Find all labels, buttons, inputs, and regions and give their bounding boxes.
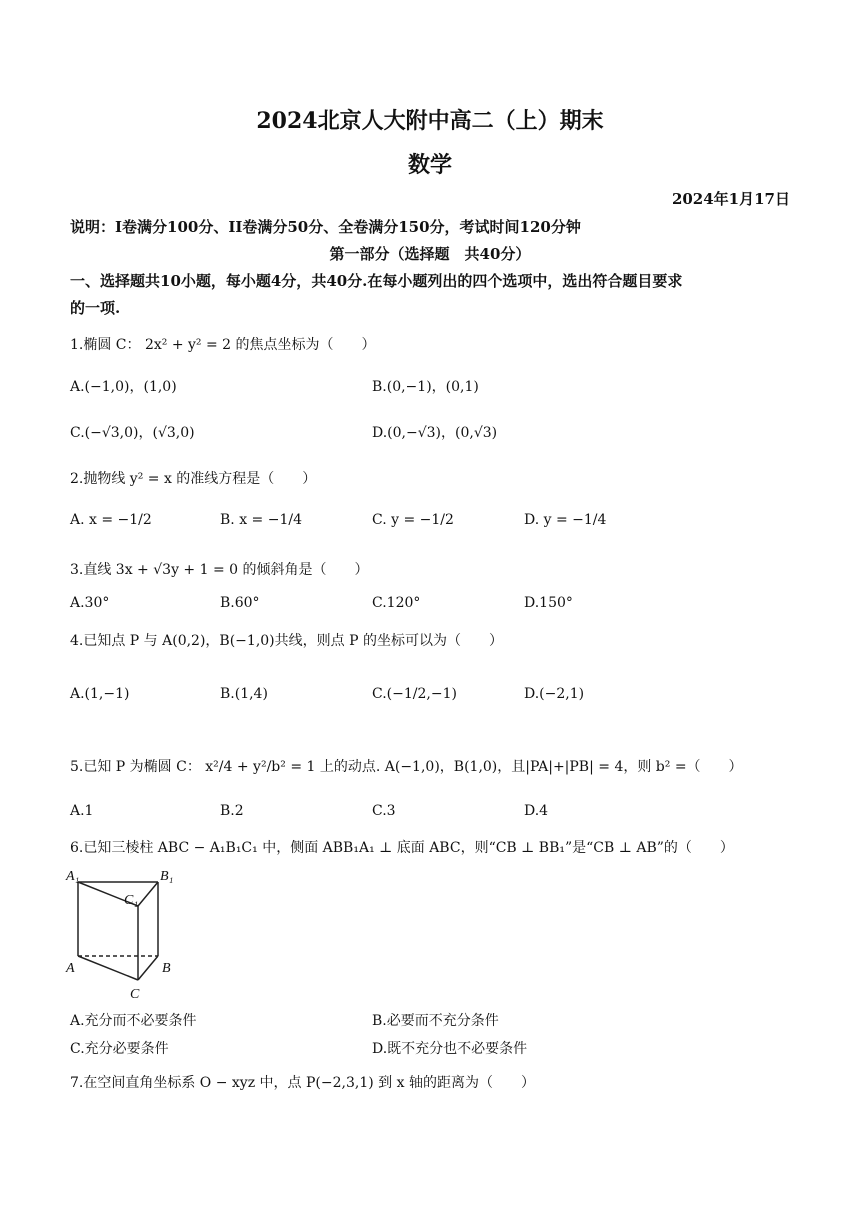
section-instructions-line1: 一、选择题共10小题，每小题4分，共40分.在每小题列出的四个选项中，选出符合题目要求	[70, 272, 683, 290]
q6-option-c: C.充分必要条件	[70, 1041, 169, 1057]
q2-option-c: C. y = −1/2	[372, 512, 454, 528]
edge-ac	[78, 956, 138, 980]
section-instructions-line2: 的一项.	[70, 299, 121, 317]
exam-date: 2024年1月17日	[671, 190, 790, 208]
label-b: B	[162, 961, 171, 976]
q6-option-b: B.必要而不充分条件	[372, 1013, 499, 1029]
q3-option-d: D.150°	[524, 595, 573, 611]
q5-option-b: B.2	[220, 803, 244, 819]
q1-option-b: B.(0,−1)，(0,1)	[372, 379, 479, 395]
question-6: 6.已知三棱柱 ABC − A₁B₁C₁ 中，侧面 ABB₁A₁ ⊥ 底面 ABC，则“CB ⊥ BB₁”是“CB ⊥ AB”的（ ）	[70, 840, 734, 856]
prism-figure	[62, 868, 192, 1004]
question-7: 7.在空间直角坐标系 O − xyz 中，点 P(−2,3,1) 到 x 轴的距离为（ ）	[70, 1075, 535, 1091]
q3-option-c: C.120°	[372, 595, 421, 611]
q5-option-d: D.4	[524, 803, 549, 819]
question-4: 4.已知点 P 与 A(0,2)，B(−1,0)共线，则点 P 的坐标可以为（ ）	[70, 633, 503, 649]
q2-option-a: A. x = −1/2	[70, 512, 152, 528]
question-5: 5.已知 P 为椭圆 C： x²/4 + y²/b² = 1 上的动点. A(−1,0)，B(1,0)，且|PA|+|PB| = 4，则 b² =（ ）	[70, 759, 743, 775]
q4-option-a: A.(1,−1)	[70, 686, 130, 702]
q4-option-b: B.(1,4)	[220, 686, 268, 702]
q3-option-b: B.60°	[220, 595, 260, 611]
q1-option-c: C.(−√3,0)，(√3,0)	[70, 425, 195, 441]
exam-note: 说明：I卷满分100分、II卷满分50分、全卷满分150分，考试时间120分钟	[70, 218, 581, 236]
edge-c1b1	[138, 882, 158, 906]
label-a: A	[66, 961, 75, 976]
label-c1: C₁	[124, 893, 139, 908]
part-heading: 第一部分（选择题 共40分）	[329, 245, 531, 263]
exam-title: 2024北京人大附中高二（上）期末	[256, 108, 604, 134]
q1-option-d: D.(0,−√3)，(0,√3)	[372, 425, 498, 441]
label-b1: B₁	[160, 869, 174, 884]
q6-option-a: A.充分而不必要条件	[70, 1013, 197, 1029]
question-1: 1.椭圆 C： 2x² + y² = 2 的焦点坐标为（ ）	[70, 337, 376, 353]
q2-option-d: D. y = −1/4	[524, 512, 607, 528]
q5-option-a: A.1	[70, 803, 94, 819]
q3-option-a: A.30°	[70, 595, 110, 611]
q4-option-c: C.(−1/2,−1)	[372, 686, 457, 702]
q1-option-a: A.(−1,0)，(1,0)	[70, 379, 177, 395]
q5-option-c: C.3	[372, 803, 396, 819]
q4-option-d: D.(−2,1)	[524, 686, 585, 702]
subject-title: 数学	[407, 152, 452, 178]
label-a1: A₁	[66, 869, 80, 884]
question-3: 3.直线 3x + √3y + 1 = 0 的倾斜角是（ ）	[70, 562, 369, 578]
label-c: C	[130, 987, 140, 1002]
q6-option-d: D.既不充分也不必要条件	[372, 1041, 528, 1057]
question-2: 2.抛物线 y² = x 的准线方程是（ ）	[70, 471, 317, 487]
q2-option-b: B. x = −1/4	[220, 512, 302, 528]
edge-cb	[138, 956, 158, 980]
